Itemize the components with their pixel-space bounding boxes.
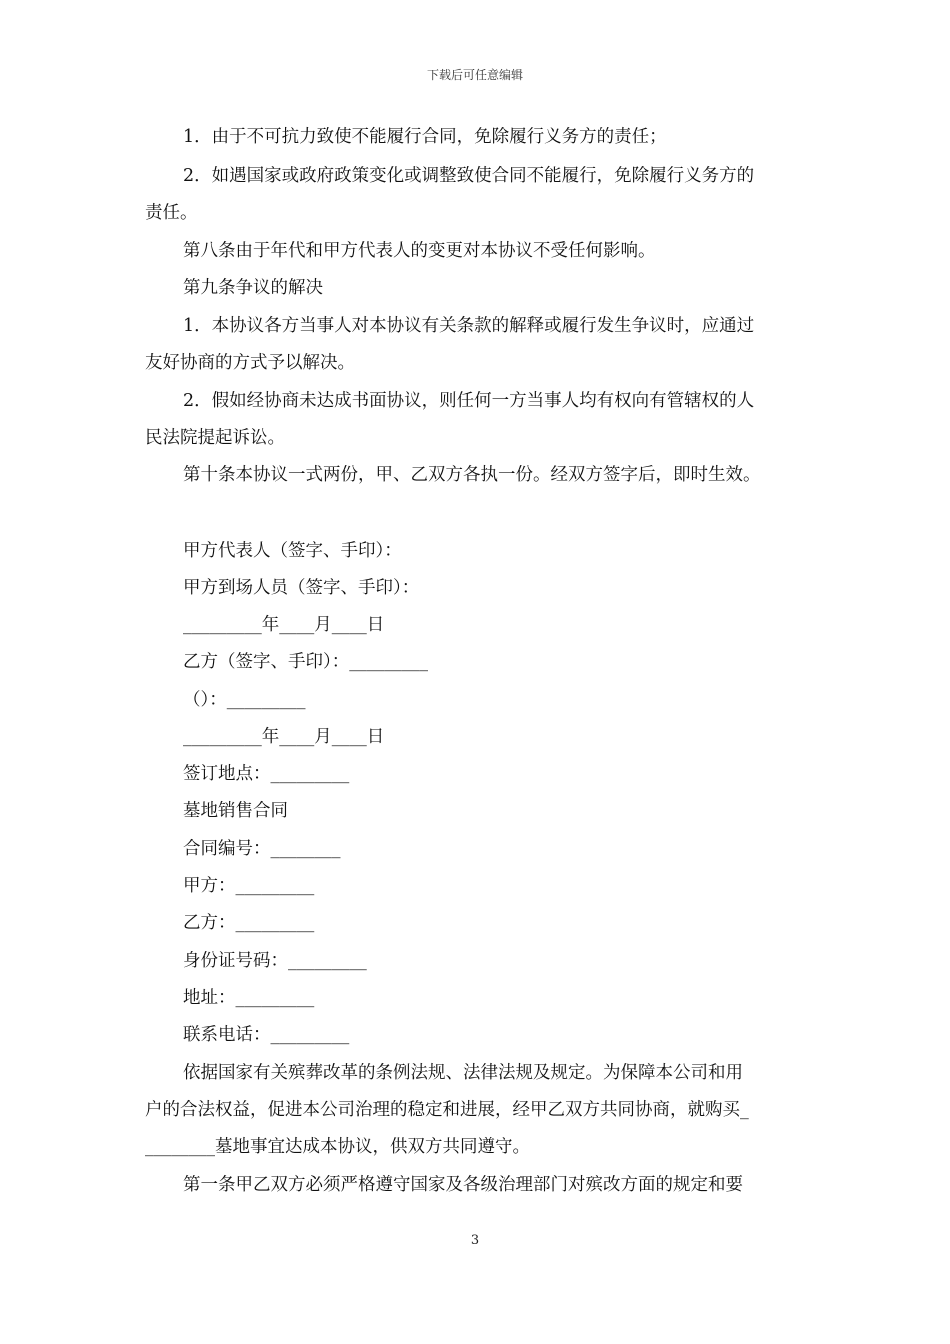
id-number-field: 身份证号码：_________ <box>183 951 367 971</box>
page-header: 下载后可任意编辑 <box>426 68 523 82</box>
address-field: 地址：_________ <box>183 988 315 1008</box>
clause-force-majeure-1: 1．由于不可抗力致使不能履行合同，免除履行义务方的责任； <box>183 127 667 147</box>
preamble-line-3: ________墓地事宜达成本协议，供双方共同遵守。 <box>145 1137 530 1157</box>
clause-force-majeure-2: 2．如遇国家或政府政策变化或调整致使合同不能履行，免除履行义务方的 <box>183 166 755 186</box>
party-b-field: 乙方：_________ <box>183 913 315 933</box>
clause-force-majeure-2-cont: 责任。 <box>145 203 198 223</box>
signing-place: 签订地点：_________ <box>183 764 350 784</box>
date-line-b: _________年____月____日 <box>183 727 385 747</box>
contract-title: 墓地销售合同 <box>183 801 288 821</box>
phone-field: 联系电话：_________ <box>183 1025 350 1045</box>
article-1: 第一条甲乙双方必须严格遵守国家及各级治理部门对殡改方面的规定和要 <box>183 1175 743 1195</box>
article-9-item-1-cont: 友好协商的方式予以解决。 <box>145 353 355 373</box>
preamble-line-2: 户的合法权益，促进本公司治理的稳定和进展，经甲乙双方共同协商，就购买_ <box>145 1100 749 1120</box>
article-9-item-1: 1．本协议各方当事人对本协议有关条款的解释或履行发生争议时，应通过 <box>183 316 755 336</box>
article-9-item-2-cont: 民法院提起诉讼。 <box>145 428 285 448</box>
party-b-signature: 乙方（签字、手印）：_________ <box>183 652 428 672</box>
article-9-title: 第九条争议的解决 <box>183 278 323 298</box>
party-a-attendees: 甲方到场人员（签字、手印）： <box>183 578 420 598</box>
article-9-item-2: 2．假如经协商未达成书面协议，则任何一方当事人均有权向有管辖权的人 <box>183 391 755 411</box>
article-10: 第十条本协议一式两份，甲、乙双方各执一份。经双方签字后，即时生效。 <box>183 465 761 485</box>
party-a-field: 甲方：_________ <box>183 876 315 896</box>
contract-number: 合同编号：________ <box>183 839 341 859</box>
blank-party-line: （）：_________ <box>183 690 306 710</box>
article-8: 第八条由于年代和甲方代表人的变更对本协议不受任何影响。 <box>183 241 656 261</box>
page-number: 3 <box>470 1233 480 1248</box>
preamble-line-1: 依据国家有关殡葬改革的条例法规、法律法规及规定。为保障本公司和用 <box>183 1063 743 1083</box>
party-a-representative: 甲方代表人（签字、手印）： <box>183 541 402 561</box>
date-line-a: _________年____月____日 <box>183 615 385 635</box>
